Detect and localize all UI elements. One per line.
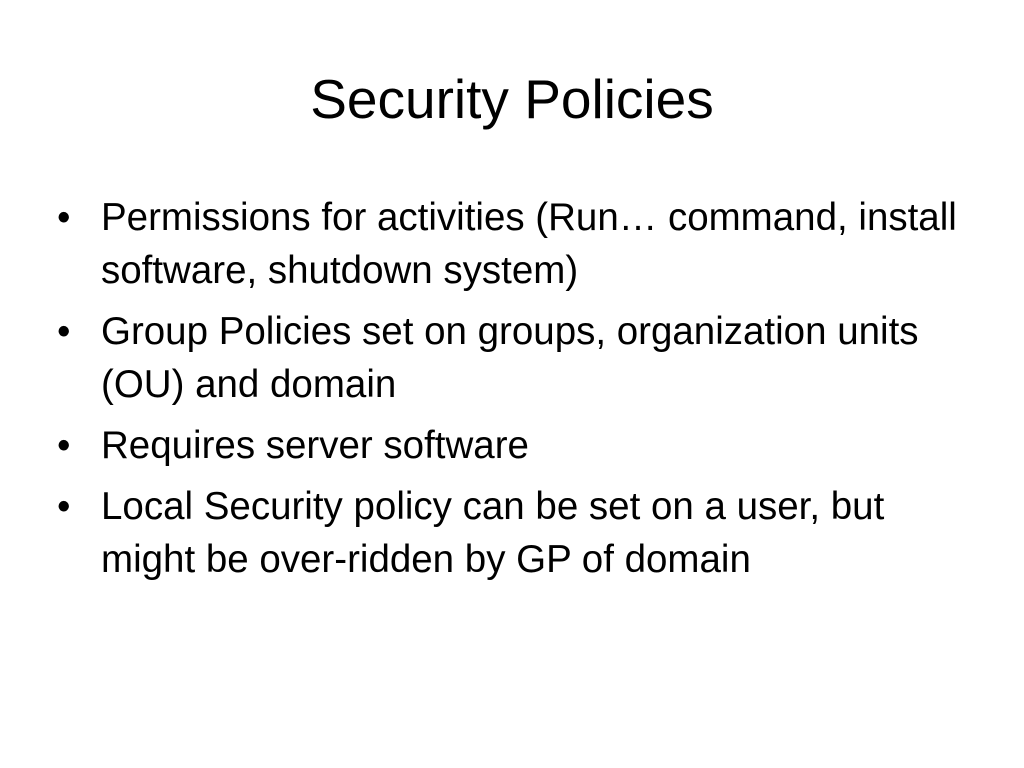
bullet-text: Group Policies set on groups, organization units (OU) and domain (101, 310, 919, 406)
slide-title: Security Policies (310, 68, 714, 130)
bullet-dot-icon: • (57, 485, 71, 528)
bullet-item (57, 305, 977, 411)
bullet-dot-icon: • (57, 310, 71, 353)
bullet-dot-icon: • (57, 196, 71, 239)
bullet-dot-icon: • (57, 424, 71, 467)
bullet-item (57, 191, 977, 297)
bullet-list (57, 191, 977, 594)
bullet-text: Local Security policy can be set on a user, but might be over-ridden by GP of domain (101, 485, 885, 581)
bullet-item (57, 419, 977, 472)
bullet-text: Permissions for activities (Run… command, install software, shutdown system) (101, 196, 957, 292)
bullet-item (57, 480, 977, 586)
bullet-text: Requires server software (101, 424, 529, 467)
